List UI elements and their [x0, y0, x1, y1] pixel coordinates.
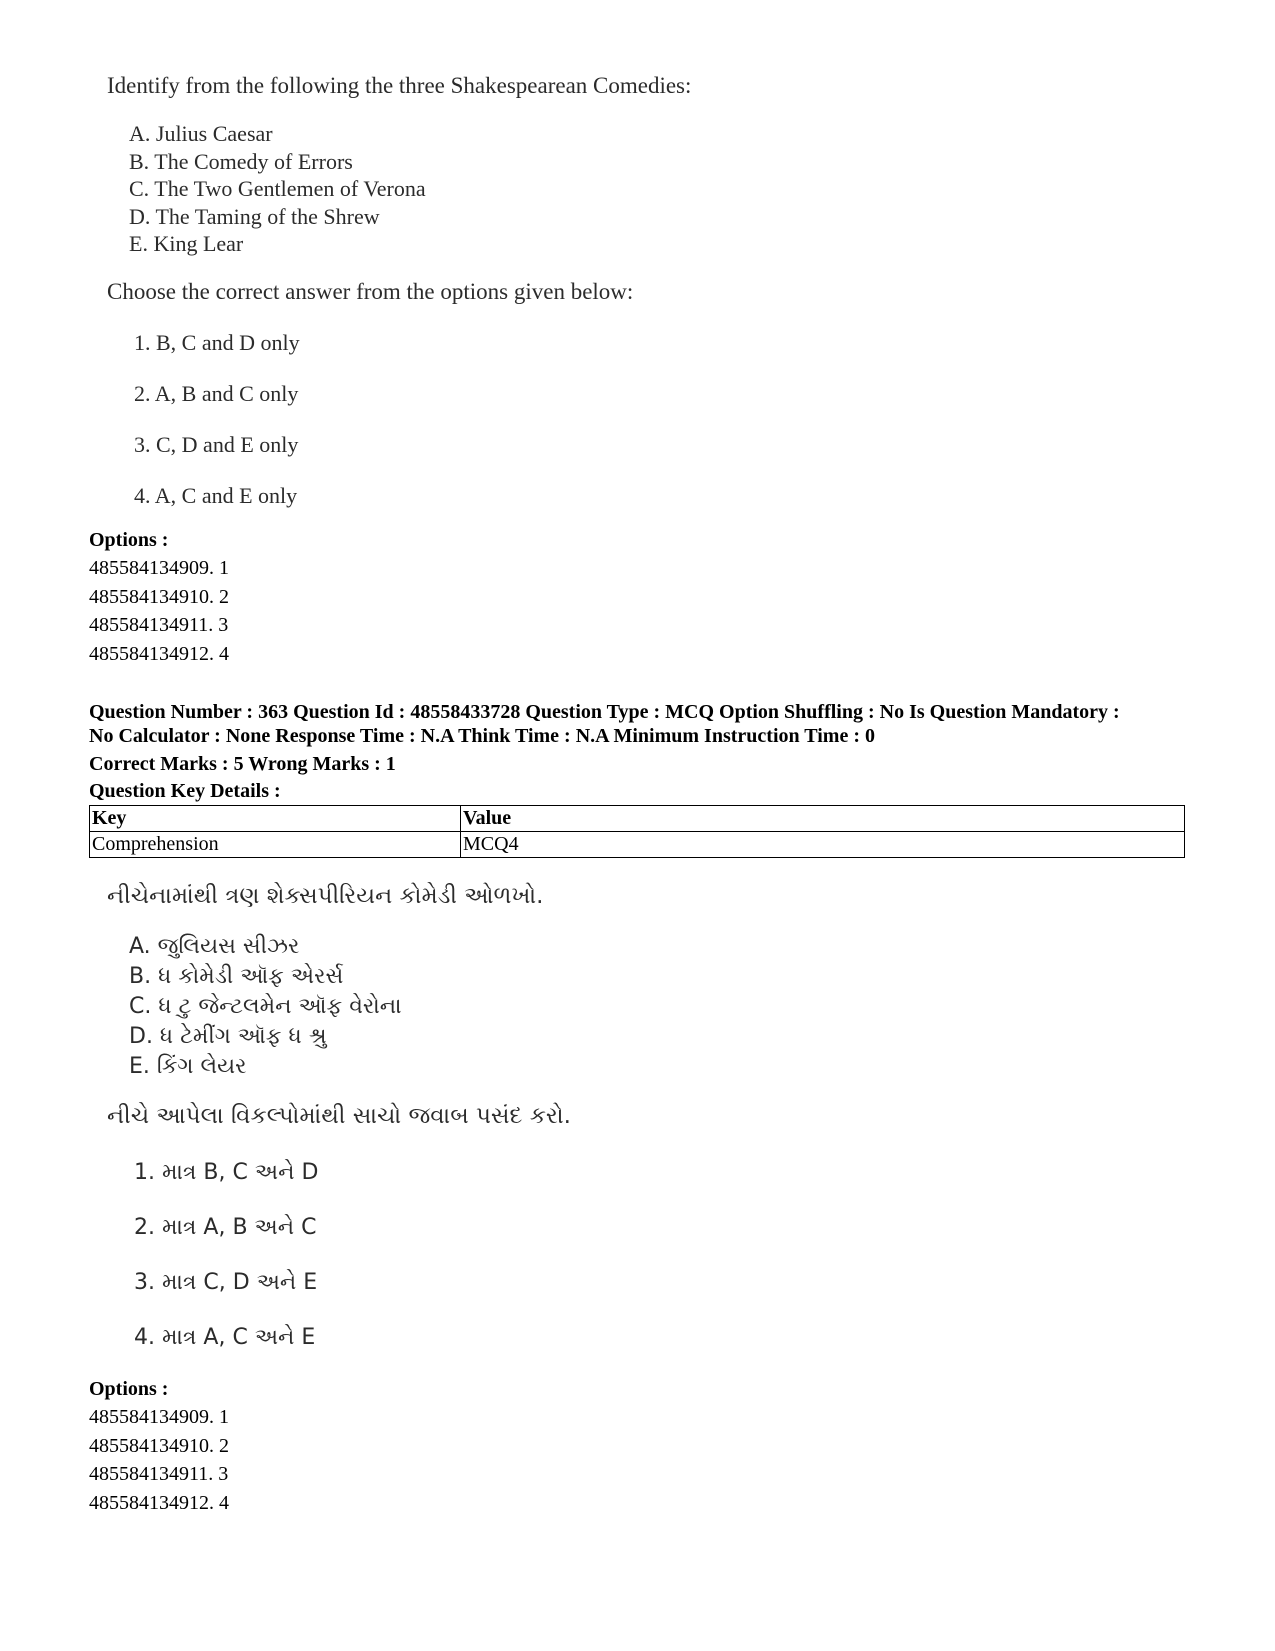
option-row: 485584134910. 2	[89, 1434, 229, 1457]
option-row: 485584134912. 4	[89, 642, 229, 665]
options-label: Options :	[89, 1378, 169, 1400]
value-cell: MCQ4	[461, 832, 1185, 858]
statement-b: B. The Comedy of Errors	[129, 148, 353, 174]
value-header: Value	[461, 806, 1185, 832]
question1-instruction: Choose the correct answer from the options given below:	[107, 278, 634, 304]
question1-options	[89, 526, 229, 668]
key-details-label: Question Key Details :	[89, 780, 281, 802]
choice-1: 1. માત્ર B, C અને D	[134, 1160, 319, 1185]
statement-d: D. ધ ટેમીંગ ઑફ ધ શ્રુ	[129, 1024, 327, 1049]
option-row: 485584134912. 4	[89, 1491, 229, 1514]
statement-a: A. જુલિયસ સીઝર	[129, 934, 300, 959]
choice-3: 3. માત્ર C, D અને E	[134, 1270, 318, 1295]
question1-stem: Identify from the following the three Shakespearean Comedies:	[107, 73, 692, 98]
question-meta	[89, 700, 1189, 803]
option-row: 485584134909. 1	[89, 1406, 229, 1428]
statement-e: E. King Lear	[129, 231, 244, 256]
choice-4: 4. માત્ર A, C અને E	[134, 1325, 316, 1350]
statement-c: C. ધ ટુ જેન્ટલમેન ઑફ વેરોના	[129, 994, 402, 1019]
question-meta-line1: Question Number : 363 Question Id : 48558433728 Question Type : MCQ Option Shuffling : No Is Question Mandatory :	[89, 701, 1120, 723]
question2-choices	[134, 1158, 807, 1353]
question1-choices	[134, 330, 807, 509]
choice-1: 1. B, C and D only	[134, 329, 300, 355]
marks-line: Correct Marks : 5 Wrong Marks : 1	[89, 753, 396, 775]
option-row: 485584134911. 3	[89, 1463, 229, 1485]
choice-3: 3. C, D and E only	[134, 431, 299, 457]
choice-2: 2. A, B and C only	[134, 380, 299, 406]
option-row: 485584134909. 1	[89, 557, 229, 579]
option-row: 485584134910. 2	[89, 585, 229, 608]
key-table	[89, 805, 1185, 858]
option-row: 485584134911. 3	[89, 614, 229, 636]
statement-b: B. ધ કોમેડી ઑફ એરર્સ	[129, 964, 344, 989]
options-label: Options :	[89, 529, 169, 551]
question2-image	[107, 880, 807, 1353]
statement-a: A. Julius Caesar	[129, 121, 273, 146]
choice-2: 2. માત્ર A, B અને C	[134, 1215, 317, 1240]
question-meta-line2: No Calculator : None Response Time : N.A Think Time : N.A Minimum Instruction Time : 0	[89, 725, 875, 747]
question2-stem: નીચેનામાંથી ત્રણ શેક્સપીરિયન કોમેડી ઓળખો.	[107, 883, 544, 909]
statement-d: D. The Taming of the Shrew	[129, 203, 380, 229]
question2-instruction: નીચે આપેલા વિકલ્પોમાંથી સાચો જવાબ પસંદ કરો.	[107, 1103, 571, 1129]
statement-c: C. The Two Gentlemen of Verona	[129, 176, 426, 201]
choice-4: 4. A, C and E only	[134, 482, 298, 508]
statement-e: E. કિંગ લેયર	[129, 1054, 247, 1079]
key-cell: Comprehension	[90, 832, 461, 858]
question1-statements	[129, 120, 807, 258]
question1-image	[107, 72, 807, 509]
key-header: Key	[90, 806, 461, 832]
question2-statements	[129, 932, 807, 1082]
question2-options	[89, 1375, 229, 1517]
